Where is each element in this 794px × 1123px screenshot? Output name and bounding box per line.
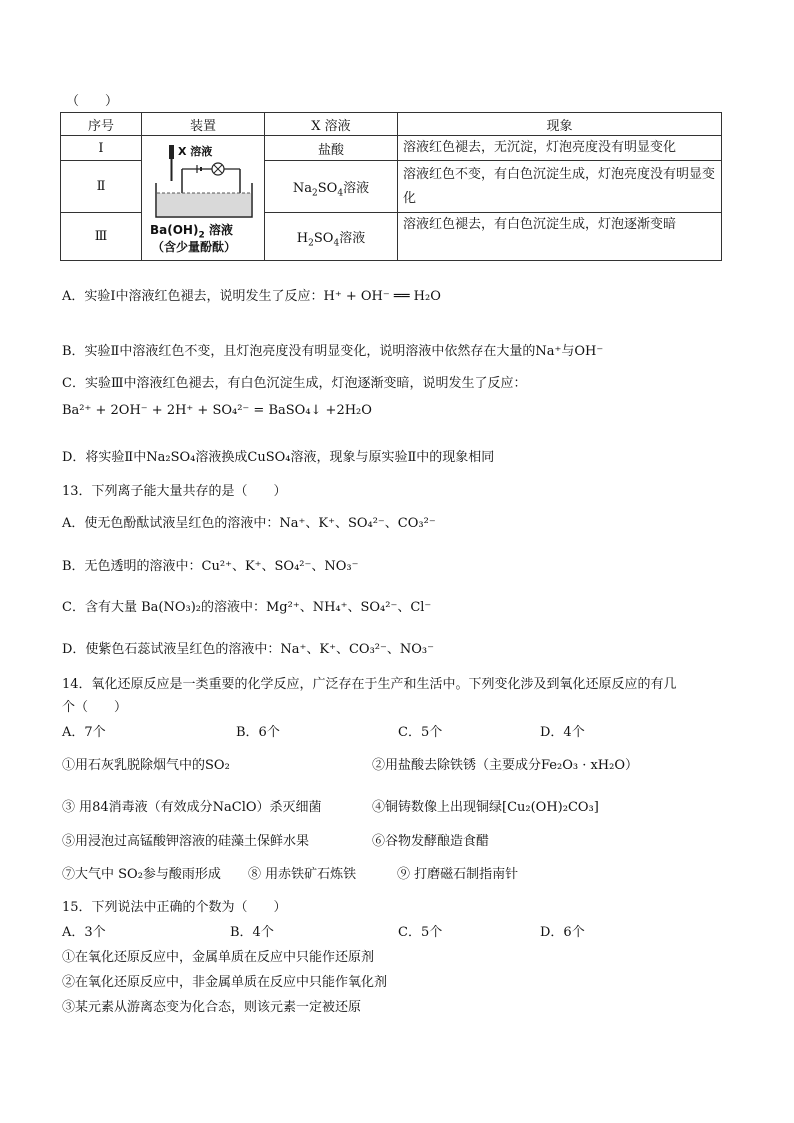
beaker-solution (157, 193, 251, 216)
row-solution: $H_2SO_4$溶液 (265, 213, 398, 261)
row-observation: 溶液红色不变，有白色沉淀生成，灯泡亮度没有明显变化 (398, 161, 722, 213)
q15-option-b: B．4个 (230, 925, 274, 940)
q15-statement-3: ③某元素从游离态变为化合态，则该元素一定被还原 (62, 1000, 362, 1015)
row-no: Ⅲ (61, 213, 142, 261)
q14-option-b: B．6个 (236, 725, 280, 740)
table-row (61, 136, 722, 161)
q13-option-b: B．无色透明的溶液中：Cu²⁺、K⁺、SO₄²⁻、NO₃⁻ (62, 559, 359, 574)
q14-item-8: ⑧ 用赤铁矿石炼铁 (248, 867, 357, 882)
q15-stem: 15．下列说法中正确的个数为（ ） (62, 900, 287, 915)
q14-option-d: D．4个 (540, 725, 585, 740)
q15-option-d: D．6个 (540, 925, 585, 940)
q12-option-d: D．将实验Ⅱ中Na₂SO₄溶液换成CuSO₄溶液，现象与原实验Ⅱ中的现象相同 (62, 450, 495, 465)
q13-option-d: D．使紫色石蕊试液呈红色的溶液中：Na⁺、K⁺、CO₃²⁻、NO₃⁻ (62, 642, 434, 657)
q12-answer-paren: （ ） (66, 94, 119, 109)
q12-option-c: C．实验Ⅲ中溶液红色褪去，有白色沉淀生成，灯泡逐渐变暗，说明发生了反应： (62, 376, 527, 391)
q14-option-a: A．7个 (62, 725, 106, 740)
beaker-label-1: $Ba(OH)_2$ 溶液 (150, 223, 233, 241)
x-solution-label: X 溶液 (178, 145, 213, 158)
q15-option-c: C．5个 (398, 925, 443, 940)
q14-item-2: ②用盐酸去除铁锈（主要成分Fe₂O₃ · xH₂O） (372, 758, 639, 773)
q15-statement-2: ②在氧化还原反应中，非金属单质在反应中只能作氧化剂 (62, 975, 388, 990)
q15-option-a: A．3个 (62, 925, 106, 940)
table-header-row (61, 113, 722, 136)
q14-item-9: ⑨ 打磨磁石制指南针 (397, 867, 519, 882)
row-observation: 溶液红色褪去，无沉淀，灯泡亮度没有明显变化 (398, 136, 722, 161)
q14-item-5: ⑤用浸泡过高锰酸钾溶液的硅藻土保鲜水果 (62, 834, 310, 849)
q14-item-4: ④铜铸数像上出现铜绿[Cu₂(OH)₂CO₃] (372, 800, 599, 815)
header-x-solution: X 溶液 (265, 113, 398, 136)
q13-stem: 13．下列离子能大量共存的是（ ） (62, 484, 287, 499)
q14-item-3: ③ 用84消毒液（有效成分NaClO）杀灭细菌 (62, 800, 322, 815)
apparatus-diagram (142, 139, 264, 257)
q12-option-b: B．实验Ⅱ中溶液红色不变，且灯泡亮度没有明显变化，说明溶液中依然存在大量的Na⁺与OH⁻ (62, 344, 604, 359)
q14-stem-line1: 14．氧化还原反应是一类重要的化学反应，广泛存在于生产和生活中。下列变化涉及到氧化还原反应的有几 (62, 677, 677, 692)
header-observation: 现象 (398, 113, 722, 136)
q14-item-6: ⑥谷物发酵酿造食醋 (372, 834, 490, 849)
row-no: Ⅱ (61, 161, 142, 213)
q14-item-7: ⑦大气中 SO₂参与酸雨形成 (62, 867, 221, 882)
experiment-table (60, 112, 722, 261)
q12-option-a: A．实验Ⅰ中溶液红色褪去，说明发生了反应：H⁺ + OH⁻ ══ H₂O (62, 289, 441, 304)
q14-option-c: C．5个 (398, 725, 443, 740)
header-no: 序号 (61, 113, 142, 136)
row-solution: $Na_2SO_4$溶液 (265, 161, 398, 213)
q14-stem-line2: 个（ ） (62, 700, 128, 715)
dropper-bulb (169, 145, 174, 159)
row-observation: 溶液红色褪去，有白色沉淀生成，灯泡逐渐变暗 (398, 213, 722, 261)
row-solution: 盐酸 (265, 136, 398, 161)
row-no: Ⅰ (61, 136, 142, 161)
q12-option-c-equation: Ba²⁺ + 2OH⁻ + 2H⁺ + SO₄²⁻ = BaSO₄↓ +2H₂O (62, 403, 372, 418)
q13-option-c: C．含有大量 Ba(NO₃)₂的溶液中：Mg²⁺、NH₄⁺、SO₄²⁻、Cl⁻ (62, 600, 432, 615)
q14-item-1: ①用石灰乳脱除烟气中的SO₂ (62, 758, 230, 773)
q15-statement-1: ①在氧化还原反应中，金属单质在反应中只能作还原剂 (62, 950, 375, 965)
beaker-label-2: （含少量酚酞） (152, 240, 237, 254)
header-apparatus: 装置 (142, 113, 265, 136)
q13-option-a: A．使无色酚酞试液呈红色的溶液中：Na⁺、K⁺、SO₄²⁻、CO₃²⁻ (62, 516, 436, 531)
apparatus-cell (142, 136, 265, 261)
